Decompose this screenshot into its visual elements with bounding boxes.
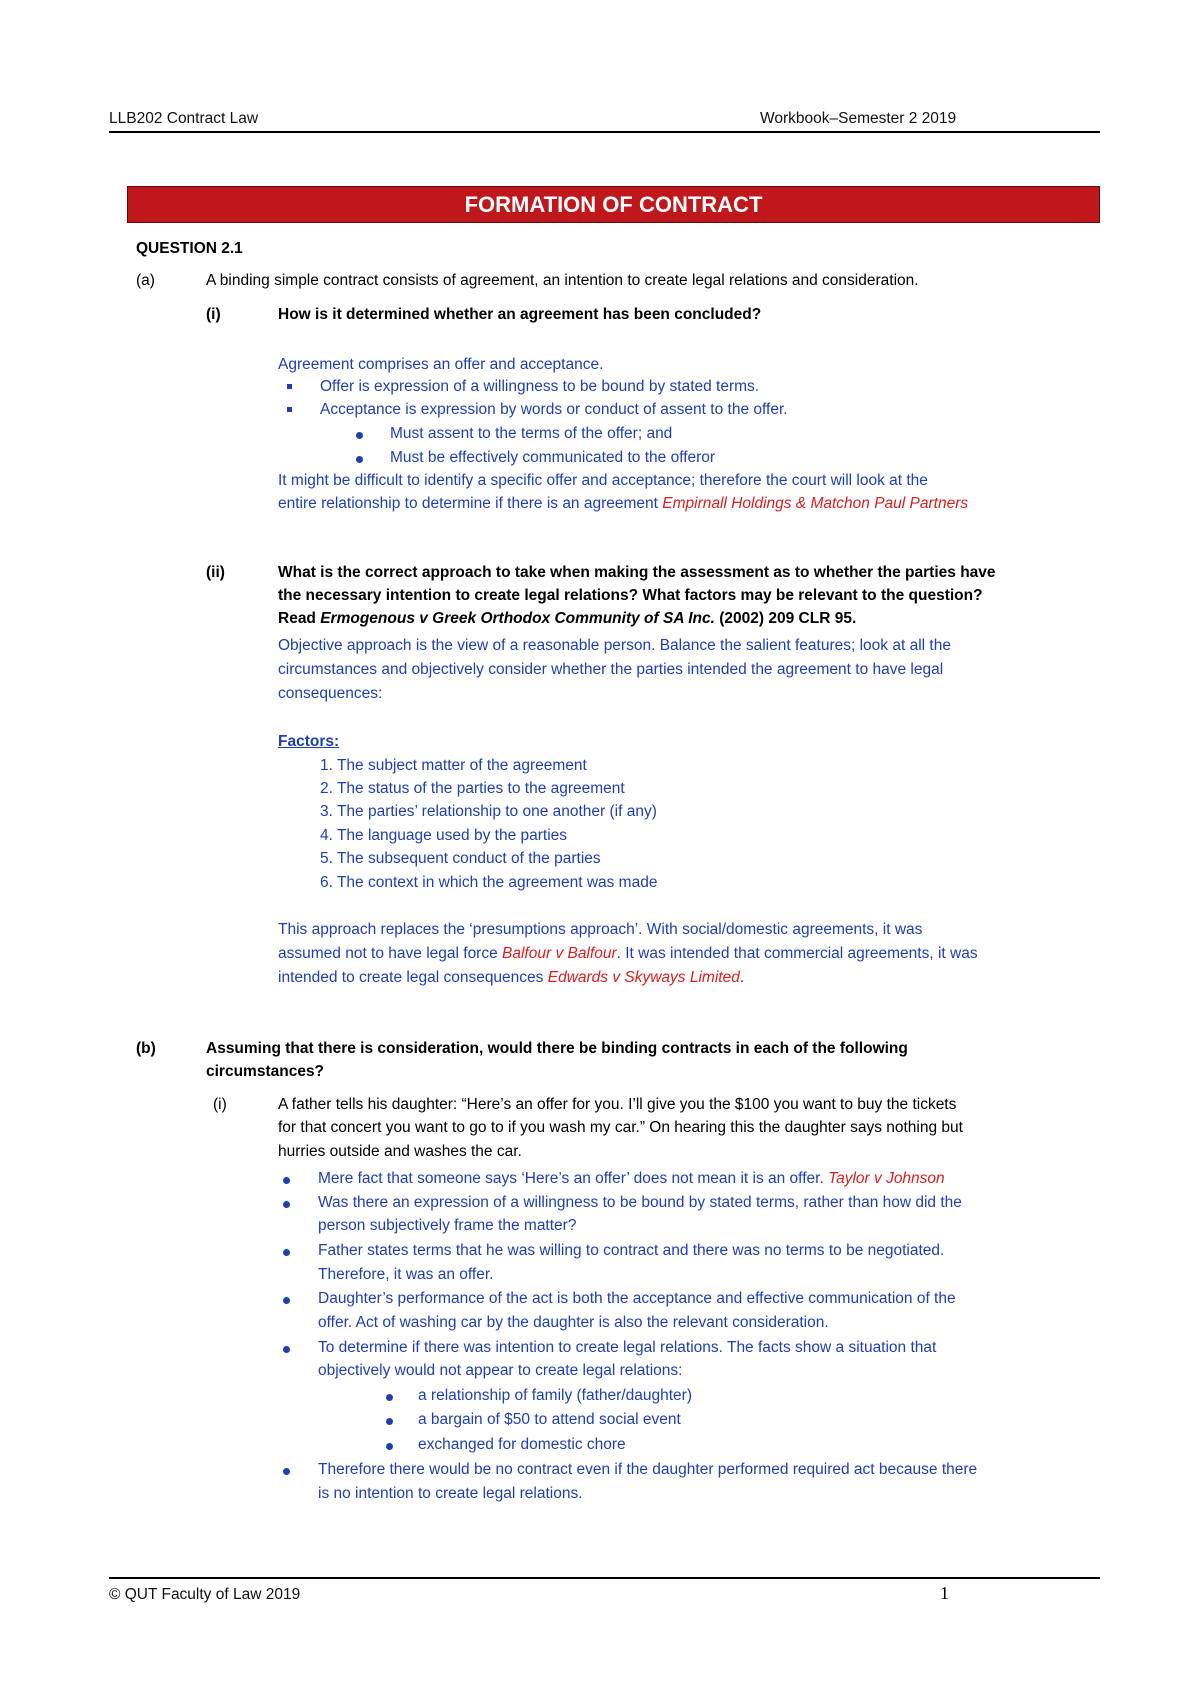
approach-line3 (278, 969, 744, 987)
scenario-line3: hurries outside and washes the car. (278, 1143, 522, 1160)
footer-rule (109, 1577, 1100, 1579)
part-b-question-line2: circumstances? (206, 1063, 325, 1080)
header-workbook: Workbook–Semester 2 2019 (760, 110, 957, 127)
read-label: Read (278, 610, 316, 627)
round-bullet-icon (283, 1249, 290, 1256)
part-a-label: (a) (136, 272, 155, 289)
sub-point: a relationship of family (father/daughter) (418, 1387, 692, 1404)
part-a-i-label: (i) (206, 306, 221, 323)
approach-text: . It was intended that commercial agreements, it was (616, 945, 978, 962)
answer-paragraph-line1: It might be difficult to identify a specific offer and acceptance; therefore the court will look at the (278, 472, 928, 489)
case-citation: Taylor v Johnson (828, 1170, 945, 1187)
header-course: LLB202 Contract Law (109, 110, 259, 127)
round-bullet-icon (283, 1346, 290, 1353)
factor-item: 3. The parties’ relationship to one another (if any) (320, 803, 657, 820)
analysis-bullet-4-line2: offer. Act of washing car by the daughter is also the relevant consideration. (318, 1314, 829, 1331)
analysis-bullet-3-line1: Father states terms that he was willing to contract and there was no terms to be negotiated. (318, 1242, 945, 1259)
approach-text: intended to create legal consequences (278, 969, 544, 986)
approach-text: assumed not to have legal force (278, 945, 498, 962)
round-bullet-icon (386, 1418, 393, 1425)
footer-copyright: © QUT Faculty of Law 2019 (109, 1586, 301, 1603)
part-b-label: (b) (136, 1040, 156, 1057)
case-citation: Ermogenous v Greek Orthodox Community of SA Inc. (320, 610, 715, 627)
bullet-offer: Offer is expression of a willingness to be bound by stated terms. (320, 378, 760, 395)
analysis-bullet-1 (318, 1170, 945, 1188)
approach-text: . (739, 969, 745, 986)
header-rule (109, 131, 1100, 133)
analysis-bullet-5-line2: objectively would not appear to create legal relations: (318, 1362, 683, 1379)
part-b-i-label: (i) (213, 1096, 227, 1113)
part-a-text: A binding simple contract consists of agreement, an intention to create legal relations and consideration. (206, 272, 919, 289)
analysis-bullet-6-line2: is no intention to create legal relations. (318, 1485, 583, 1502)
scenario-line1: A father tells his daughter: “Here’s an offer for you. I’ll give you the $100 you want to buy the tickets (278, 1096, 957, 1113)
factors-heading: Factors: (278, 733, 340, 750)
objective-line1: Objective approach is the view of a reasonable person. Balance the salient features; look at all the (278, 637, 951, 654)
question-title: QUESTION 2.1 (136, 240, 243, 257)
factor-item: 6. The context in which the agreement was made (320, 874, 658, 891)
scenario-line2: for that concert you want to go to if you wash my car.” On hearing this the daughter says nothing but (278, 1119, 963, 1136)
round-bullet-icon (283, 1468, 290, 1475)
part-a-ii-question-line3 (278, 610, 856, 628)
answer-paragraph-text: entire relationship to determine if there is an agreement (278, 495, 658, 512)
section-banner: FORMATION OF CONTRACT (127, 186, 1100, 223)
round-bullet-icon (283, 1201, 290, 1208)
case-citation: Balfour v Balfour (502, 945, 617, 962)
bullet-acceptance: Acceptance is expression by words or conduct of assent to the offer. (320, 401, 788, 418)
sub-bullet-assent: Must assent to the terms of the offer; and (390, 425, 673, 442)
factor-item: 2. The status of the parties to the agreement (320, 780, 625, 797)
case-citation: Empirnall Holdings & Matchon Paul Partners (662, 495, 969, 512)
analysis-text: Mere fact that someone says ‘Here’s an offer’ does not mean it is an offer. (318, 1170, 824, 1187)
part-a-ii-label: (ii) (206, 564, 225, 581)
factor-item: 1. The subject matter of the agreement (320, 757, 587, 774)
round-bullet-icon (386, 1443, 393, 1450)
analysis-bullet-3-line2: Therefore, it was an offer. (318, 1266, 494, 1283)
part-a-ii-question-line2: the necessary intention to create legal relations? What factors may be relevant to the question? (278, 587, 983, 604)
factor-item: 5. The subsequent conduct of the parties (320, 850, 601, 867)
round-bullet-icon (356, 432, 363, 439)
answer-paragraph-line2 (278, 495, 968, 513)
factor-item: 4. The language used by the parties (320, 827, 568, 844)
square-bullet-icon (287, 384, 292, 389)
round-bullet-icon (356, 456, 363, 463)
analysis-bullet-6-line1: Therefore there would be no contract even if the daughter performed required act because there (318, 1461, 978, 1478)
citation-reference: (2002) 209 CLR 95. (719, 610, 857, 627)
analysis-bullet-4-line1: Daughter’s performance of the act is both the acceptance and effective communication of the (318, 1290, 956, 1307)
case-citation: Edwards v Skyways Limited (547, 969, 740, 986)
approach-line1: This approach replaces the ‘presumptions approach’. With social/domestic agreements, it was (278, 921, 923, 938)
objective-line2: circumstances and objectively consider whether the parties intended the agreement to have legal (278, 661, 944, 678)
round-bullet-icon (386, 1394, 393, 1401)
part-a-i-question: How is it determined whether an agreement has been concluded? (278, 306, 762, 323)
analysis-bullet-5-line1: To determine if there was intention to create legal relations. The facts show a situation that (318, 1339, 937, 1356)
round-bullet-icon (283, 1177, 290, 1184)
round-bullet-icon (283, 1297, 290, 1304)
analysis-bullet-2-line1: Was there an expression of a willingness to be bound by stated terms, rather than how did the (318, 1194, 962, 1211)
page-number: 1 (940, 1583, 949, 1603)
part-b-question-line1: Assuming that there is consideration, would there be binding contracts in each of the following (206, 1040, 908, 1057)
analysis-bullet-2-line2: person subjectively frame the matter? (318, 1217, 577, 1234)
sub-point: exchanged for domestic chore (418, 1436, 626, 1453)
answer-intro: Agreement comprises an offer and acceptance. (278, 356, 604, 373)
approach-line2 (278, 945, 978, 963)
sub-bullet-communicated: Must be effectively communicated to the offeror (390, 449, 716, 466)
part-a-ii-question-line1: What is the correct approach to take when making the assessment as to whether the parties have (278, 564, 996, 581)
square-bullet-icon (287, 407, 292, 412)
sub-point: a bargain of $50 to attend social event (418, 1411, 681, 1428)
objective-line3: consequences: (278, 685, 383, 702)
